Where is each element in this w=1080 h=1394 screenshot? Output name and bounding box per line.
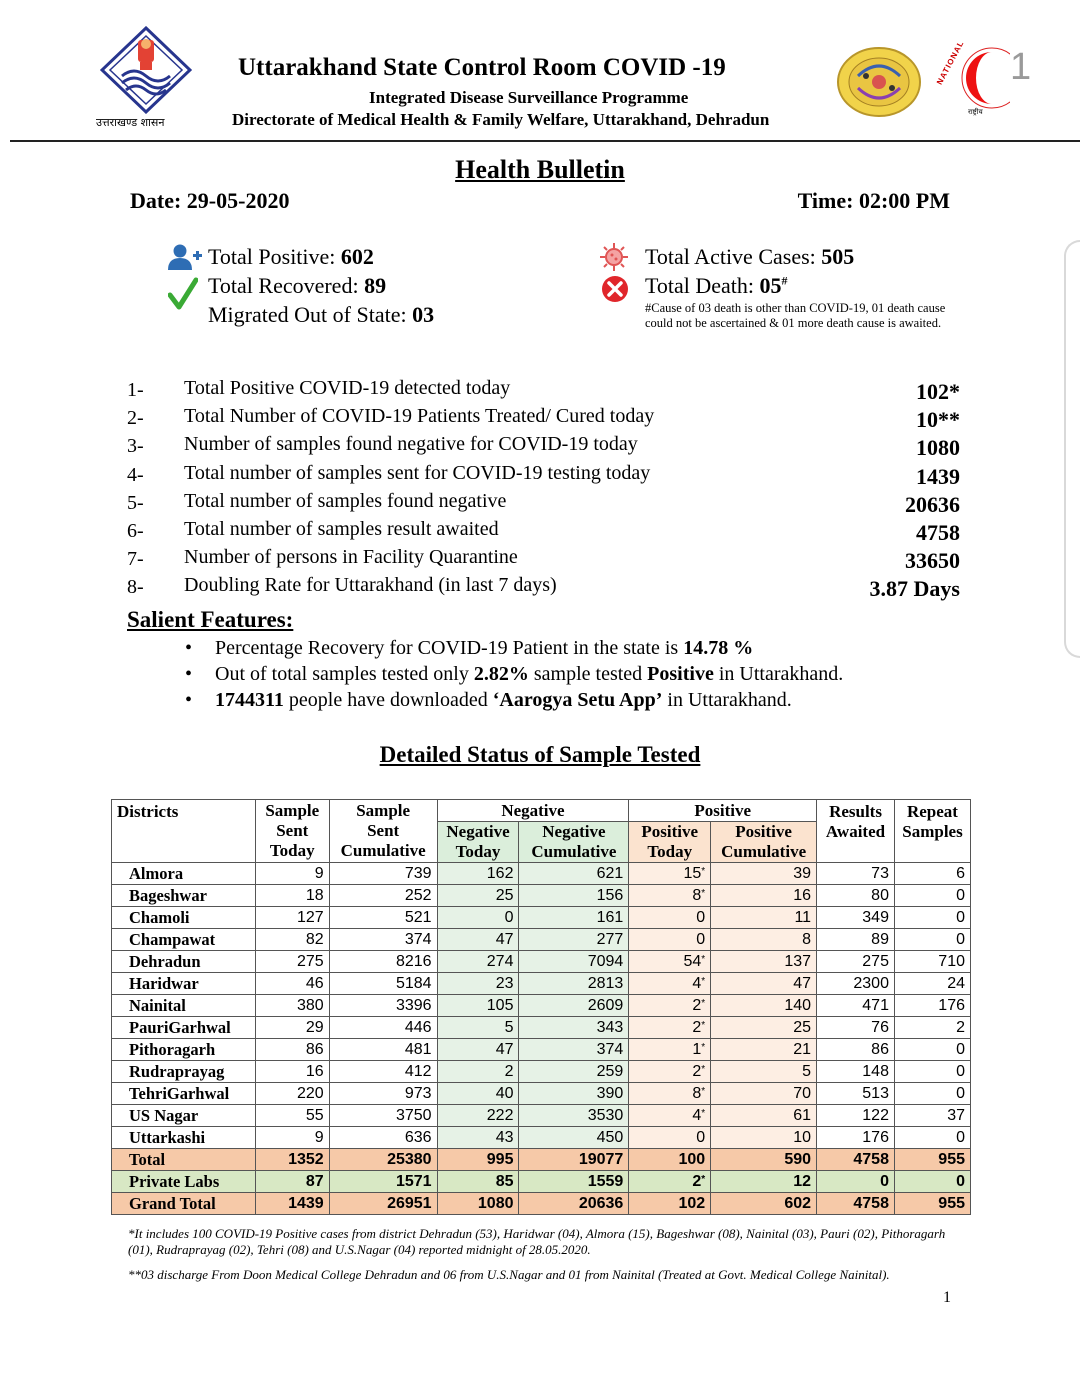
positive-today: 8*: [629, 885, 711, 907]
sample-sent-today: 82: [255, 929, 329, 951]
district-name: Chamoli: [112, 907, 256, 929]
sample-sent-cumulative: 973: [329, 1083, 437, 1105]
positive-today: 2*: [629, 1017, 711, 1039]
negative-cumulative: 3530: [519, 1105, 629, 1127]
results-awaited: 73: [817, 863, 895, 885]
positive-cumulative: 70: [711, 1083, 817, 1105]
positive-today: 0: [629, 1127, 711, 1149]
negative-cumulative: 259: [519, 1061, 629, 1083]
sample-status-table: [111, 799, 971, 1215]
key-figure-label: Doubling Rate for Uttarakhand (in last 7 days): [184, 574, 557, 597]
district-name: Grand Total: [112, 1193, 256, 1215]
col-group-negative: Negative: [437, 800, 629, 822]
col-positive-today: Positive Today: [629, 822, 711, 863]
district-name: TehriGarhwal: [112, 1083, 256, 1105]
repeat-samples: 955: [894, 1193, 970, 1215]
sample-sent-cumulative: 26951: [329, 1193, 437, 1215]
key-figure-label: Number of persons in Facility Quarantine: [184, 546, 518, 569]
sample-sent-cumulative: 25380: [329, 1149, 437, 1171]
idsp-logo: [836, 46, 922, 118]
results-awaited: 86: [817, 1039, 895, 1061]
sample-sent-cumulative: 1571: [329, 1171, 437, 1193]
total-active-cases: Total Active Cases: 505: [645, 244, 855, 269]
repeat-samples: 176: [894, 995, 970, 1017]
positive-cumulative: 8: [711, 929, 817, 951]
key-figure-label: Total number of samples found negative: [184, 489, 507, 512]
sample-sent-cumulative: 739: [329, 863, 437, 885]
results-awaited: 76: [817, 1017, 895, 1039]
negative-today: 105: [437, 995, 519, 1017]
key-figure-label: Total Positive COVID-19 detected today: [184, 377, 511, 399]
col-negative-cumulative: Negative Cumulative: [519, 822, 629, 863]
negative-today: 995: [437, 1149, 519, 1171]
key-figure-number: 4-: [127, 463, 144, 486]
check-icon: [168, 277, 198, 311]
page-number: 1: [943, 1289, 951, 1306]
results-awaited: 471: [817, 995, 895, 1017]
asterisk-mark: *: [701, 865, 706, 877]
table-row: [112, 929, 971, 951]
positive-today: 4*: [629, 973, 711, 995]
negative-cumulative: 2609: [519, 995, 629, 1017]
header-spacer: [894, 845, 970, 863]
key-figure-number: 1-: [127, 379, 144, 401]
negative-cumulative: 374: [519, 1039, 629, 1061]
repeat-samples: 0: [894, 885, 970, 907]
district-name: Champawat: [112, 929, 256, 951]
asterisk-mark: *: [701, 887, 706, 899]
key-figure-row: [127, 518, 960, 546]
district-name: Haridwar: [112, 973, 256, 995]
key-figure-value: 1439: [916, 463, 960, 489]
sample-sent-today: 55: [255, 1105, 329, 1127]
salient-item: • Out of total samples tested only 2.82% sample tested Positive in Uttarakhand.: [185, 663, 843, 689]
migrated-out: Migrated Out of State: 03: [208, 302, 435, 327]
sample-sent-today: 380: [255, 995, 329, 1017]
key-figure-row: [127, 574, 960, 602]
asterisk-mark: *: [701, 1085, 706, 1097]
key-figure-row: [127, 490, 960, 518]
sample-sent-cumulative: 252: [329, 885, 437, 907]
asterisk-mark: *: [701, 1063, 706, 1075]
footnote-positive-cases: *It includes 100 COVID-19 Positive cases from district Dehradun (53), Haridwar (04), Almora (15), Bageshwar (08), Nainital (03), Pauri (02), Pithoragarh (01), Rudraprayag (02), Tehri (08) and U.S.Nagar (04) reported midnight of 28.05.2020.: [128, 1226, 946, 1257]
sample-sent-today: 1352: [255, 1149, 329, 1171]
sample-sent-cumulative: 446: [329, 1017, 437, 1039]
salient-item: • 1744311 people have downloaded ‘Aarogya Setu App’ in Uttarakhand.: [185, 689, 843, 715]
table-row: [112, 907, 971, 929]
table-row: [112, 1039, 971, 1061]
key-figure-value: 20636: [905, 491, 960, 517]
repeat-samples: 0: [894, 1061, 970, 1083]
negative-cumulative: 2813: [519, 973, 629, 995]
district-name: Dehradun: [112, 951, 256, 973]
asterisk-mark: *: [701, 1041, 706, 1053]
positive-cumulative: 10: [711, 1127, 817, 1149]
table-title: Detailed Status of Sample Tested: [379, 742, 701, 767]
key-figure-row: [127, 546, 960, 574]
results-awaited: 0: [817, 1171, 895, 1193]
sample-sent-today: 220: [255, 1083, 329, 1105]
results-awaited: 80: [817, 885, 895, 907]
asterisk-mark: *: [701, 1019, 706, 1031]
national-logo-text: NATIONAL: [934, 38, 966, 87]
positive-cumulative: 11: [711, 907, 817, 929]
col-negative-today: Negative Today: [437, 822, 519, 863]
district-name: Bageshwar: [112, 885, 256, 907]
table-row: [112, 1149, 971, 1171]
negative-today: 23: [437, 973, 519, 995]
negative-cumulative: 7094: [519, 951, 629, 973]
sample-sent-cumulative: 3750: [329, 1105, 437, 1127]
header-subtitle: Integrated Disease Surveillance Programme: [369, 88, 689, 107]
key-figure-number: 2-: [127, 407, 144, 430]
key-figure-value: 3.87 Days: [869, 576, 960, 602]
district-name: PauriGarhwal: [112, 1017, 256, 1039]
total-positive: Total Positive: 602: [208, 244, 374, 269]
sample-sent-today: 87: [255, 1171, 329, 1193]
sample-sent-today: 29: [255, 1017, 329, 1039]
footnote-discharge: **03 discharge From Doon Medical College Dehradun and 06 from U.S.Nagar and 01 from Nainital (Treated at Govt. Medical College Nainital).: [128, 1267, 890, 1282]
repeat-samples: 24: [894, 973, 970, 995]
negative-cumulative: 277: [519, 929, 629, 951]
positive-today: 102: [629, 1193, 711, 1215]
header-department: Directorate of Medical Health & Family Welfare, Uttarakhand, Dehradun: [232, 110, 770, 129]
total-death: Total Death: 05#: [645, 273, 788, 298]
table-row: [112, 1193, 971, 1215]
sample-sent-cumulative: 636: [329, 1127, 437, 1149]
key-figure-row: [127, 433, 960, 461]
repeat-samples: 710: [894, 951, 970, 973]
scroll-edge[interactable]: [1064, 240, 1080, 658]
key-figure-row: [127, 377, 960, 405]
district-name: Nainital: [112, 995, 256, 1017]
table-row: [112, 1171, 971, 1193]
repeat-samples: 0: [894, 1083, 970, 1105]
header-divider: [10, 140, 1080, 142]
key-figure-number: 3-: [127, 435, 144, 458]
sample-sent-cumulative: 5184: [329, 973, 437, 995]
positive-today: 2*: [629, 1061, 711, 1083]
key-figure-label: Total number of samples result awaited: [184, 517, 499, 540]
bulletin-date: Date: 29-05-2020: [130, 188, 290, 213]
positive-today: 2*: [629, 995, 711, 1017]
col-sent-today: Sample Sent Today: [255, 800, 329, 863]
positive-today: 4*: [629, 1105, 711, 1127]
positive-today: 1*: [629, 1039, 711, 1061]
asterisk-mark: *: [701, 953, 706, 965]
positive-today: 15*: [629, 863, 711, 885]
col-results-awaited: Results Awaited: [817, 800, 895, 845]
table-row: [112, 885, 971, 907]
negative-cumulative: 20636: [519, 1193, 629, 1215]
positive-cumulative: 12: [711, 1171, 817, 1193]
key-figure-value: 1080: [916, 435, 960, 461]
sample-sent-today: 127: [255, 907, 329, 929]
salient-features-title: Salient Features:: [127, 607, 294, 632]
bulletin-time: Time: 02:00 PM: [797, 188, 950, 213]
positive-today: 2*: [629, 1171, 711, 1193]
district-name: Almora: [112, 863, 256, 885]
key-figure-number: 6-: [127, 519, 144, 542]
sample-sent-cumulative: 412: [329, 1061, 437, 1083]
national-logo-subtext: राष्ट्रीय: [968, 108, 983, 116]
key-figure-value: 102*: [916, 379, 960, 404]
negative-today: 25: [437, 885, 519, 907]
negative-cumulative: 161: [519, 907, 629, 929]
sample-sent-today: 9: [255, 1127, 329, 1149]
positive-today: 8*: [629, 1083, 711, 1105]
positive-cumulative: 21: [711, 1039, 817, 1061]
col-group-positive: Positive: [629, 800, 817, 822]
repeat-samples: 0: [894, 1171, 970, 1193]
results-awaited: 349: [817, 907, 895, 929]
positive-cumulative: 5: [711, 1061, 817, 1083]
sample-sent-cumulative: 8216: [329, 951, 437, 973]
results-awaited: 89: [817, 929, 895, 951]
repeat-samples: 2: [894, 1017, 970, 1039]
positive-today: 0: [629, 907, 711, 929]
district-name: Private Labs: [112, 1171, 256, 1193]
key-figure-row: [127, 405, 960, 433]
state-emblem-logo: [100, 26, 192, 114]
negative-today: 43: [437, 1127, 519, 1149]
positive-today: 100: [629, 1149, 711, 1171]
negative-today: 40: [437, 1083, 519, 1105]
virus-icon: [598, 242, 630, 272]
col-positive-cumulative: Positive Cumulative: [711, 822, 817, 863]
key-figure-number: 5-: [127, 491, 144, 514]
district-name: Total: [112, 1149, 256, 1171]
positive-cumulative: 602: [711, 1193, 817, 1215]
asterisk-mark: *: [701, 1107, 706, 1119]
sample-sent-today: 18: [255, 885, 329, 907]
close-circle-icon: [600, 274, 630, 304]
positive-cumulative: 140: [711, 995, 817, 1017]
asterisk-mark: *: [701, 1173, 706, 1185]
key-figures-list: [127, 377, 960, 603]
repeat-samples: 955: [894, 1149, 970, 1171]
positive-cumulative: 61: [711, 1105, 817, 1127]
results-awaited: 4758: [817, 1149, 895, 1171]
positive-cumulative: 47: [711, 973, 817, 995]
negative-cumulative: 390: [519, 1083, 629, 1105]
key-figure-value: 33650: [905, 548, 960, 574]
key-figure-row: [127, 462, 960, 490]
negative-today: 2: [437, 1061, 519, 1083]
negative-cumulative: 621: [519, 863, 629, 885]
salient-item: • Percentage Recovery for COVID-19 Patient in the state is 14.78 %: [185, 637, 843, 663]
key-figure-value: 4758: [916, 519, 960, 545]
total-recovered: Total Recovered: 89: [208, 273, 387, 298]
results-awaited: 176: [817, 1127, 895, 1149]
col-districts: Districts: [112, 800, 256, 863]
positive-cumulative: 25: [711, 1017, 817, 1039]
bulletin-title: Health Bulletin: [455, 155, 625, 184]
negative-cumulative: 1559: [519, 1171, 629, 1193]
positive-cumulative: 39: [711, 863, 817, 885]
table-row: [112, 1061, 971, 1083]
negative-cumulative: 343: [519, 1017, 629, 1039]
negative-today: 274: [437, 951, 519, 973]
negative-cumulative: 19077: [519, 1149, 629, 1171]
table-row: [112, 995, 971, 1017]
positive-cumulative: 16: [711, 885, 817, 907]
key-figure-label: Number of samples found negative for COVID-19 today: [184, 433, 638, 456]
table-row: [112, 863, 971, 885]
table-row: [112, 1105, 971, 1127]
table-row: [112, 1083, 971, 1105]
table-row: [112, 973, 971, 995]
repeat-samples: 0: [894, 929, 970, 951]
header-title: Uttarakhand State Control Room COVID -19: [238, 54, 726, 81]
negative-cumulative: 156: [519, 885, 629, 907]
negative-today: 47: [437, 1039, 519, 1061]
sample-sent-today: 46: [255, 973, 329, 995]
sample-sent-cumulative: 374: [329, 929, 437, 951]
negative-today: 47: [437, 929, 519, 951]
add-user-icon: [167, 243, 203, 271]
sample-sent-today: 1439: [255, 1193, 329, 1215]
asterisk-mark: *: [701, 997, 706, 1009]
negative-today: 85: [437, 1171, 519, 1193]
repeat-samples: 0: [894, 1039, 970, 1061]
header-spacer: [817, 845, 895, 863]
death-note: #Cause of 03 death is other than COVID-19, 01 death cause could not be ascertained & 01 more death cause is awaited.: [645, 301, 946, 330]
asterisk-mark: *: [701, 975, 706, 987]
results-awaited: 2300: [817, 973, 895, 995]
key-figure-label: Total number of samples sent for COVID-19 testing today: [184, 461, 651, 484]
results-awaited: 122: [817, 1105, 895, 1127]
negative-cumulative: 450: [519, 1127, 629, 1149]
table-row: [112, 951, 971, 973]
results-awaited: 148: [817, 1061, 895, 1083]
negative-today: 222: [437, 1105, 519, 1127]
positive-today: 54*: [629, 951, 711, 973]
positive-today: 0: [629, 929, 711, 951]
district-name: Rudraprayag: [112, 1061, 256, 1083]
positive-cumulative: 590: [711, 1149, 817, 1171]
repeat-samples: 37: [894, 1105, 970, 1127]
table-row: [112, 1127, 971, 1149]
key-figure-number: 7-: [127, 548, 144, 571]
negative-today: 0: [437, 907, 519, 929]
key-figure-value: 10**: [916, 407, 960, 433]
sample-sent-today: 275: [255, 951, 329, 973]
sample-sent-today: 16: [255, 1061, 329, 1083]
sample-sent-cumulative: 3396: [329, 995, 437, 1017]
col-repeat-samples: Repeat Samples: [894, 800, 970, 845]
negative-today: 1080: [437, 1193, 519, 1215]
positive-cumulative: 137: [711, 951, 817, 973]
results-awaited: 4758: [817, 1193, 895, 1215]
negative-today: 5: [437, 1017, 519, 1039]
district-name: Uttarkashi: [112, 1127, 256, 1149]
logo-caption: उत्तराखण्ड शासन: [96, 116, 165, 129]
repeat-samples: 0: [894, 907, 970, 929]
sample-sent-cumulative: 481: [329, 1039, 437, 1061]
col-sent-cumulative: Sample Sent Cumulative: [329, 800, 437, 863]
results-awaited: 275: [817, 951, 895, 973]
repeat-samples: 0: [894, 1127, 970, 1149]
page-badge: 1: [1010, 46, 1032, 88]
results-awaited: 513: [817, 1083, 895, 1105]
table-row: [112, 1017, 971, 1039]
sample-sent-cumulative: 521: [329, 907, 437, 929]
sample-sent-today: 86: [255, 1039, 329, 1061]
negative-today: 162: [437, 863, 519, 885]
key-figure-number: 8-: [127, 576, 144, 599]
sample-sent-today: 9: [255, 863, 329, 885]
district-name: Pithoragarh: [112, 1039, 256, 1061]
repeat-samples: 6: [894, 863, 970, 885]
salient-features-list: [185, 637, 843, 715]
district-name: US Nagar: [112, 1105, 256, 1127]
key-figure-label: Total Number of COVID-19 Patients Treated/ Cured today: [184, 405, 655, 428]
